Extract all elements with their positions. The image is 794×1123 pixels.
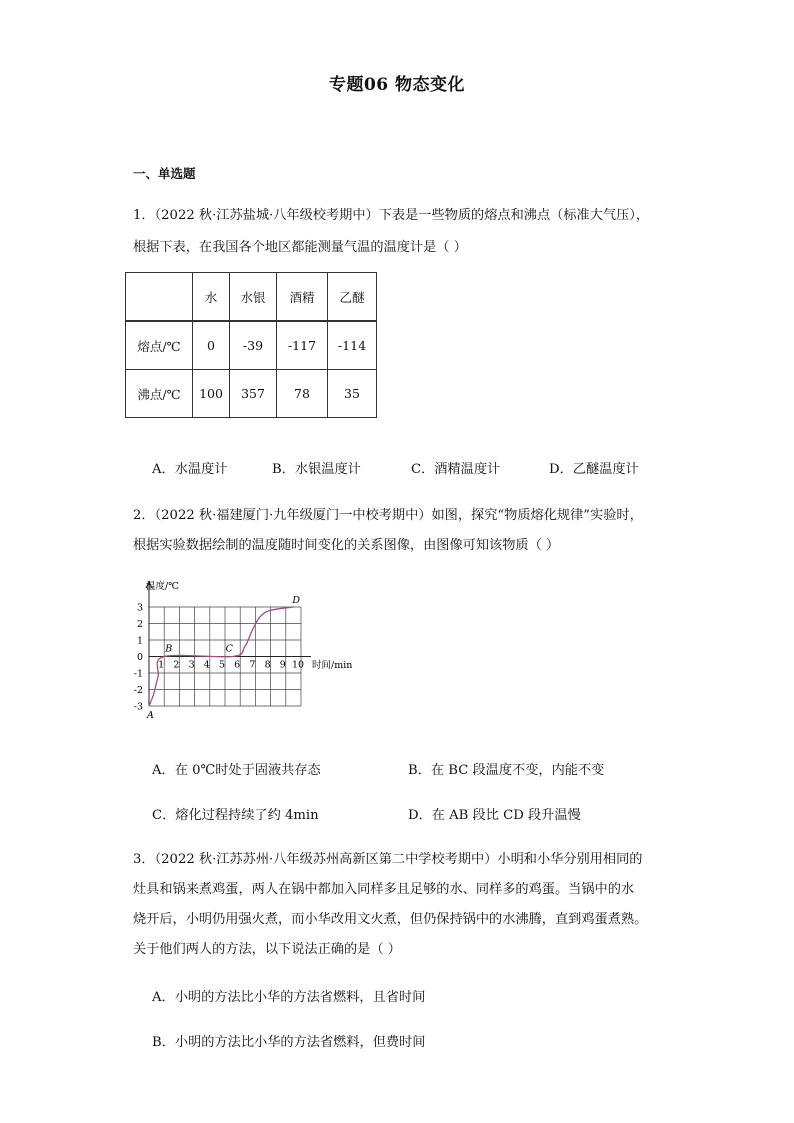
section-heading: 一、单选题 [133,166,196,181]
q3-option-b: B．小明的方法比小华的方法省燃料，但费时间 [152,1035,426,1050]
y-tick-label: -1 [133,668,143,680]
q2-option-c: C．熔化过程持续了约 4min [152,808,319,823]
q2-option-d: D．在 AB 段比 CD 段升温慢 [408,808,581,823]
y-tick-label: 0 [136,652,143,663]
q2-option-b: B．在 BC 段温度不变，内能不变 [408,763,605,778]
x-axis-label: 时间/min [312,660,353,671]
q3-line2: 灶具和锅来煮鸡蛋，两人在锅中都加入同样多且足够的水、同样多的鸡蛋。当锅中的水 [133,882,635,897]
table-cell [126,273,193,321]
q2-option-a: A．在 0℃时处于固液共存态 [152,763,321,778]
table-cell: 熔点/℃ [126,322,193,370]
x-tick-label: 2 [173,659,180,671]
x-tick-label: 5 [218,659,226,671]
q3-line3: 烧开后，小明仍用强火煮，而小华改用文火煮，但仍保持锅中的水沸腾，直到鸡蛋煮熟。 [133,912,648,927]
table-header: 水银 [230,273,277,321]
y-tick-label: 2 [136,619,143,630]
page-title: 专题06 物态变化 [328,75,466,95]
table-header: 乙醚 [328,273,377,321]
y-tick-label: -3 [133,701,143,713]
table-cell: 100 [193,370,230,418]
q1-line2: 根据下表，在我国各个地区都能测量气温的温度计是（ ） [133,240,467,255]
q3-line4: 关于他们两人的方法，以下说法正确的是（ ） [133,942,401,957]
x-tick-label: 1 [158,659,165,671]
table-cell: -117 [277,322,328,370]
q1-option-c: C．酒精温度计 [411,462,501,477]
x-tick-label: 3 [188,659,195,671]
x-tick-label: 10 [291,659,305,671]
table-cell: -114 [328,322,377,370]
q1-option-d: D．乙醚温度计 [549,462,639,477]
table-cell: 沸点/℃ [126,370,193,418]
point-label-b: B [165,643,173,655]
y-axis-label: 温度/℃ [146,581,179,592]
x-tick-label: 4 [203,659,210,671]
table-cell: 0 [193,322,230,370]
q1-option-b: B．水银温度计 [272,462,361,477]
table-row [126,273,377,321]
chart-ticks [134,603,304,713]
x-tick-label: 9 [279,659,286,671]
q3-line1: 3．（2022 秋·江苏苏州·八年级苏州高新区第二中学校考期中）小明和小华分别用相同的 [133,852,643,867]
x-tick-label: 7 [249,659,256,671]
table-cell: -39 [230,322,277,370]
point-label-a: A [147,710,154,720]
x-tick-label: 6 [234,659,241,671]
y-tick-label: 1 [136,635,143,647]
point-label-d: D [292,595,301,606]
point-label-c: C [225,643,233,655]
q1-option-a: A．水温度计 [152,462,228,477]
y-tick-label: 3 [136,602,143,614]
table-header: 酒精 [277,273,328,321]
chart-annotations [146,595,300,720]
table-row [126,370,377,418]
temperature-time-chart [125,575,365,720]
properties-table [125,272,377,418]
q3-option-a: A．小明的方法比小华的方法省燃料，且省时间 [152,990,426,1005]
q2-line1: 2．（2022 秋·福建厦门·九年级厦门一中校考期中）如图，探究“物质熔化规律”实验时， [133,508,643,523]
table-cell: 35 [328,370,377,418]
table-header: 水 [193,273,230,321]
x-tick-label: 8 [264,659,271,671]
y-tick-label: -2 [133,685,143,696]
table-cell: 78 [277,370,328,418]
q2-line2: 根据实验数据绘制的温度随时间变化的关系图像，由图像可知该物质（ ） [133,538,560,553]
table-row [126,322,377,370]
table-cell: 357 [230,370,277,418]
q1-line1: 1．（2022 秋·江苏盐城·八年级校考期中）下表是一些物质的熔点和沸点（标准大气压）， [133,208,650,223]
